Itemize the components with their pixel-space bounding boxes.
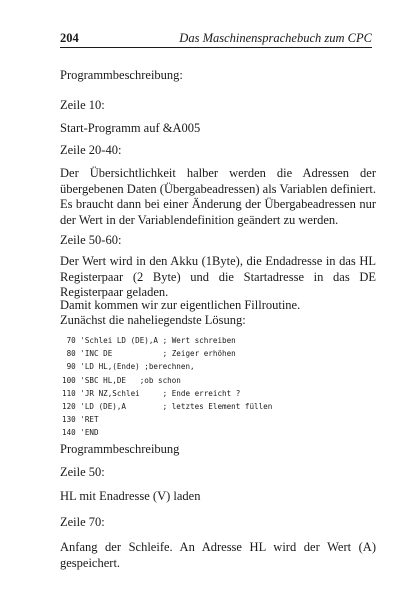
line-description-10: Start-Programm auf &A005 [60, 121, 201, 135]
section-heading: Programmbeschreibung: [60, 68, 183, 82]
page-header [60, 31, 372, 47]
line-label-50: Zeile 50: [60, 465, 105, 479]
line-description-50: HL mit Enadresse (V) laden [60, 489, 201, 503]
page-number: 204 [60, 31, 79, 45]
line-label-20-40: Zeile 20-40: [60, 143, 122, 157]
line-description-50-60: Der Wert wird in den Akku (1Byte), die Endadresse in das HL Registerpaar (2 Byte) und die Startadresse in das DE Registerpaar geladen. [60, 254, 376, 299]
section-heading: Programmbeschreibung [60, 442, 180, 456]
code-line: 120 'LD (DE),A ; letztes Element füllen [62, 402, 273, 412]
code-line: 80 'INC DE ; Zeiger erhöhen [62, 349, 236, 359]
line-description-20-40: Der Übersichtlichkeit halber werden die Adressen der übergebenen Daten (Übergabeadressen) als Variablen definiert. Es braucht dann bei einer Änderung der Übergabeadressen nur der Wert in der Variablendefinition geändert zu werden. [60, 166, 376, 227]
code-listing [62, 334, 272, 440]
code-line: 100 'SBC HL,DE ;ob schon [62, 375, 181, 385]
line-label-50-60: Zeile 50-60: [60, 233, 122, 247]
line-label-70: Zeile 70: [60, 515, 105, 529]
line-label-10: Zeile 10: [60, 98, 105, 112]
intro-line-2: Zunächst die naheliegendste Lösung: [60, 313, 246, 327]
code-line: 110 'JR NZ,Schlei ; Ende erreicht ? [62, 388, 241, 398]
running-title: Das Maschinensprachebuch zum CPC [179, 31, 372, 45]
header-rule [60, 47, 372, 48]
line-description-70: Anfang der Schleife. An Adresse HL wird der Wert (A) gespeichert. [60, 540, 376, 570]
code-line: 130 'RET [62, 415, 99, 425]
code-line: 70 'Schlei LD (DE),A ; Wert schreiben [62, 336, 236, 345]
code-line: 90 'LD HL,(Ende) ;berechnen, [62, 362, 195, 372]
intro-line-1: Damit kommen wir zur eigentlichen Fillroutine. [60, 298, 301, 312]
code-line: 140 'END [62, 428, 99, 438]
